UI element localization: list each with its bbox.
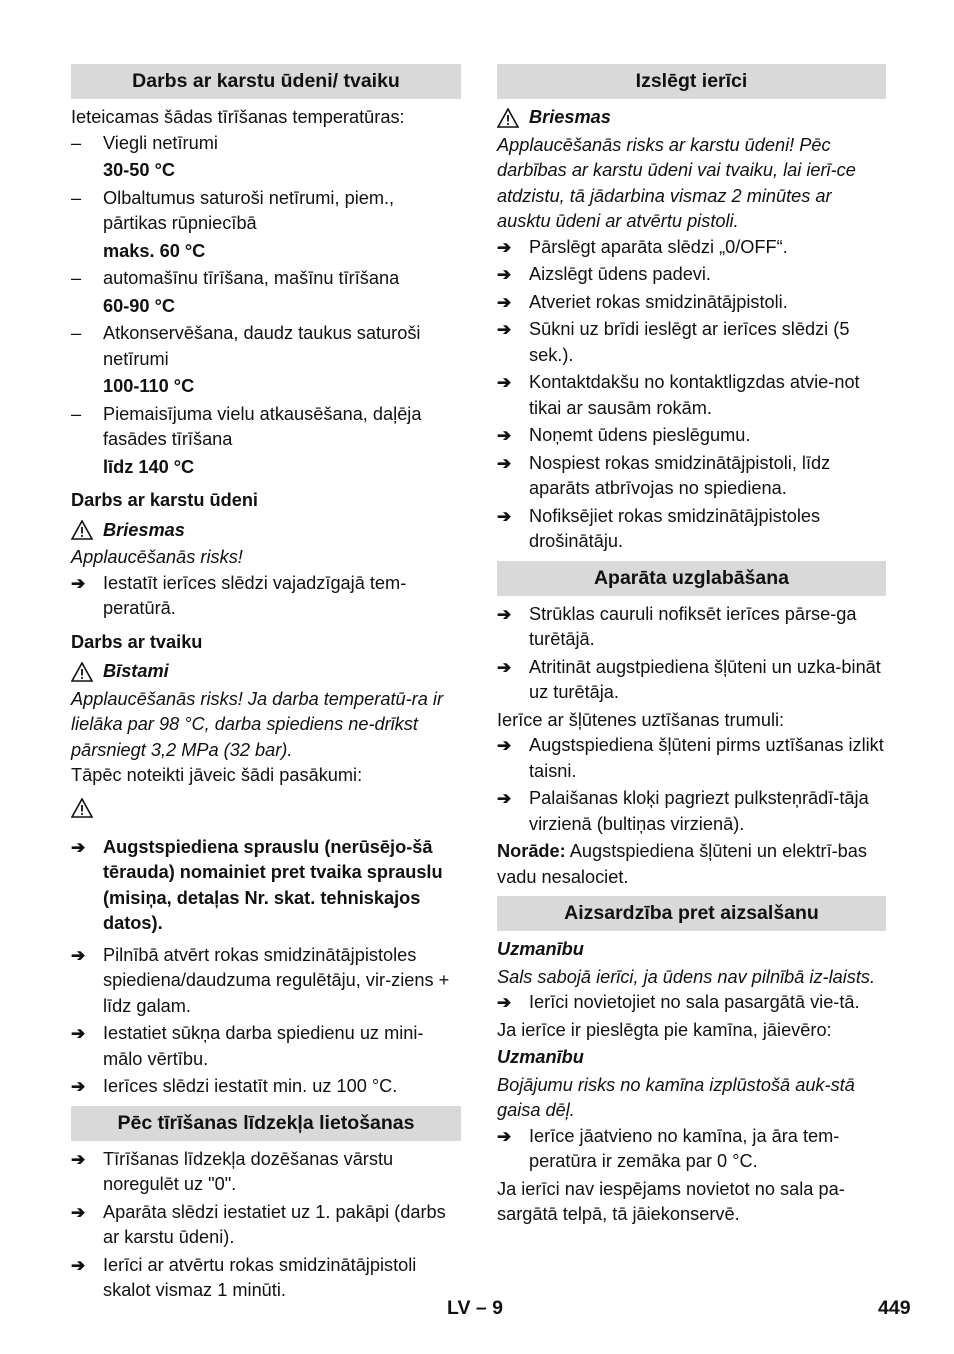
- temperature-item: – automašīnu tīrīšana, mašīnu tīrīšana: [71, 266, 461, 292]
- page-number: 449: [878, 1297, 911, 1319]
- caution-text: Bojājumu risks no kamīna izplūstošā auk-stā gaisa dēļ.: [497, 1074, 855, 1120]
- warning-triangle-icon: [71, 520, 93, 540]
- warning-triangle-icon: [71, 662, 93, 682]
- instruction-step: ➔ Nospiest rokas smidzinātājpistoli, līdz aparāts atbrīvojas no spiediena.: [497, 451, 886, 502]
- temperature-value: maks. 60 °C: [103, 240, 206, 261]
- chimney-intro: Ja ierīce ir pieslēgta pie kamīna, jāievēro:: [497, 1019, 832, 1040]
- temperature-value: 100-110 °C: [103, 376, 195, 396]
- section-heading-storage: Aparāta uzglabāšana: [497, 561, 886, 596]
- danger-warning: Bīstami: [71, 659, 461, 685]
- instruction-step: ➔ Ierīce jāatvieno no kamīna, ja āra tem-peratūra ir zemāka par 0 °C.: [497, 1124, 886, 1175]
- instruction-step: ➔ Augstspiediena šļūteni pirms uztīšanas izlikt taisni.: [497, 733, 886, 784]
- instruction-step: ➔ Iestatiet sūkņa darba spiedienu uz mini-mālo vērtību.: [71, 1021, 461, 1072]
- warning-triangle-icon: [497, 108, 519, 128]
- caution-label: Uzmanību: [497, 1047, 584, 1067]
- instruction-step: ➔ Sūkni uz brīdi ieslēgt ar ierīces slēdzi (5 sek.).: [497, 317, 886, 368]
- instruction-step: ➔ Iestatīt ierīces slēdzi vajadzīgajā tem-peratūrā.: [71, 571, 461, 622]
- warning-symbol: [71, 795, 461, 821]
- instruction-step: ➔ Ierīces slēdzi iestatīt min. uz 100 °C.: [71, 1074, 461, 1100]
- conservation-note: Ja ierīci nav iespējams novietot no sala pa-sargātā telpā, tā jāiekonservē.: [497, 1178, 845, 1224]
- right-column: [497, 64, 886, 1228]
- instruction-step: ➔ Atritināt augstpiediena šļūteni un uzka-bināt uz turētāja.: [497, 655, 886, 706]
- instruction-step: ➔ Augstspiediena sprauslu (nerūsējo-šā tērauda) nomainiet pret tvaika sprauslu (misiņa, detaļas Nr. skat. tehniskajos datos).: [71, 835, 461, 937]
- left-column: [71, 64, 461, 1304]
- instruction-step: ➔ Pilnībā atvērt rokas smidzinātājpistoles spiediena/daudzuma regulētāju, vir-ziens + līdz galam.: [71, 943, 461, 1020]
- instruction-step: ➔ Ierīci novietojiet no sala pasargātā vie-tā.: [497, 990, 886, 1016]
- instruction-step: ➔ Strūklas cauruli nofiksēt ierīces pārse-ga turētājā.: [497, 602, 886, 653]
- warning-triangle-icon: [71, 798, 93, 818]
- danger-text: Applaucēšanās risks! Ja darba temperatū-ra ir lielāka par 98 °C, darba spiediens ne-drīkst pārsniegt 3,2 MPa (32 bar).: [71, 688, 444, 760]
- footer-language-page: LV – 9: [447, 1297, 503, 1319]
- section-heading-hot-water-steam: Darbs ar karstu ūdeni/ tvaiku: [71, 64, 461, 99]
- danger-text: Applaucēšanās risks ar karstu ūdeni! Pēc darbības ar karstu ūdeni vai tvaiku, lai ierī-ce atdzistu, tā jādarbina vismaz 2 minūtes ar ausktu ūdeni ar atvērtu pistoli.: [497, 134, 856, 231]
- section-heading-frost-protection: Aizsardzība pret aizsalšanu: [497, 896, 886, 931]
- danger-warning: Briesmas: [497, 105, 886, 131]
- temperature-item: – Olbaltumus saturoši netīrumi, piem., pārtikas rūpniecībā: [71, 186, 461, 237]
- storage-note: Norāde: Augstspiediena šļūteni un elektrī-bas vadu nesalociet.: [497, 841, 868, 887]
- temperature-list: [71, 131, 461, 481]
- hose-reel-intro: Ierīce ar šļūtenes uztīšanas trumuli:: [497, 709, 785, 730]
- danger-text: Applaucēšanās risks!: [71, 547, 243, 567]
- danger-warning: Briesmas: [71, 518, 461, 544]
- temperature-value: 30-50 °C: [103, 160, 175, 180]
- measures-intro: Tāpēc noteikti jāveic šādi pasākumi:: [71, 765, 363, 785]
- instruction-step: ➔ Atveriet rokas smidzinātājpistoli.: [497, 290, 886, 316]
- temperature-intro: Ieteicamas šādas tīrīšanas temperatūras:: [71, 107, 405, 127]
- temperature-item: – Piemaisījuma vielu atkausēšana, daļēja fasādes tīrīšana: [71, 402, 461, 453]
- temperature-value: līdz 140 °C: [103, 456, 195, 477]
- instruction-step: ➔ Tīrīšanas līdzekļa dozēšanas vārstu noregulēt uz "0".: [71, 1147, 461, 1198]
- temperature-item: – Viegli netīrumi: [71, 131, 461, 157]
- temperature-item: – Atkonservēšana, daudz taukus saturoši netīrumi: [71, 321, 461, 372]
- subheading-steam: Darbs ar tvaiku: [71, 631, 203, 652]
- instruction-step: ➔ Noņemt ūdens pieslēgumu.: [497, 423, 886, 449]
- subheading-hot-water: Darbs ar karstu ūdeni: [71, 490, 258, 510]
- instruction-step: ➔ Palaišanas kloķi pagriezt pulksteņrādī-tāja virzienā (bultiņas virzienā).: [497, 786, 886, 837]
- section-heading-switch-off: Izslēgt ierīci: [497, 64, 886, 99]
- instruction-step: ➔ Nofiksējiet rokas smidzinātājpistoles drošinātāju.: [497, 504, 886, 555]
- instruction-step: ➔ Ierīci ar atvērtu rokas smidzinātājpistoli skalot vismaz 1 minūti.: [71, 1253, 461, 1304]
- temperature-value: 60-90 °C: [103, 295, 175, 316]
- instruction-step: ➔ Aizslēgt ūdens padevi.: [497, 262, 886, 288]
- instruction-step: ➔ Aparāta slēdzi iestatiet uz 1. pakāpi (darbs ar karstu ūdeni).: [71, 1200, 461, 1251]
- instruction-step: ➔ Pārslēgt aparāta slēdzi „0/OFF“.: [497, 235, 886, 261]
- section-heading-after-detergent: Pēc tīrīšanas līdzekļa lietošanas: [71, 1106, 461, 1141]
- caution-text: Sals sabojā ierīci, ja ūdens nav pilnībā iz-laists.: [497, 966, 876, 987]
- caution-label: Uzmanību: [497, 939, 584, 959]
- instruction-step: ➔ Kontaktdakšu no kontaktligzdas atvie-not tikai ar sausām rokām.: [497, 370, 886, 421]
